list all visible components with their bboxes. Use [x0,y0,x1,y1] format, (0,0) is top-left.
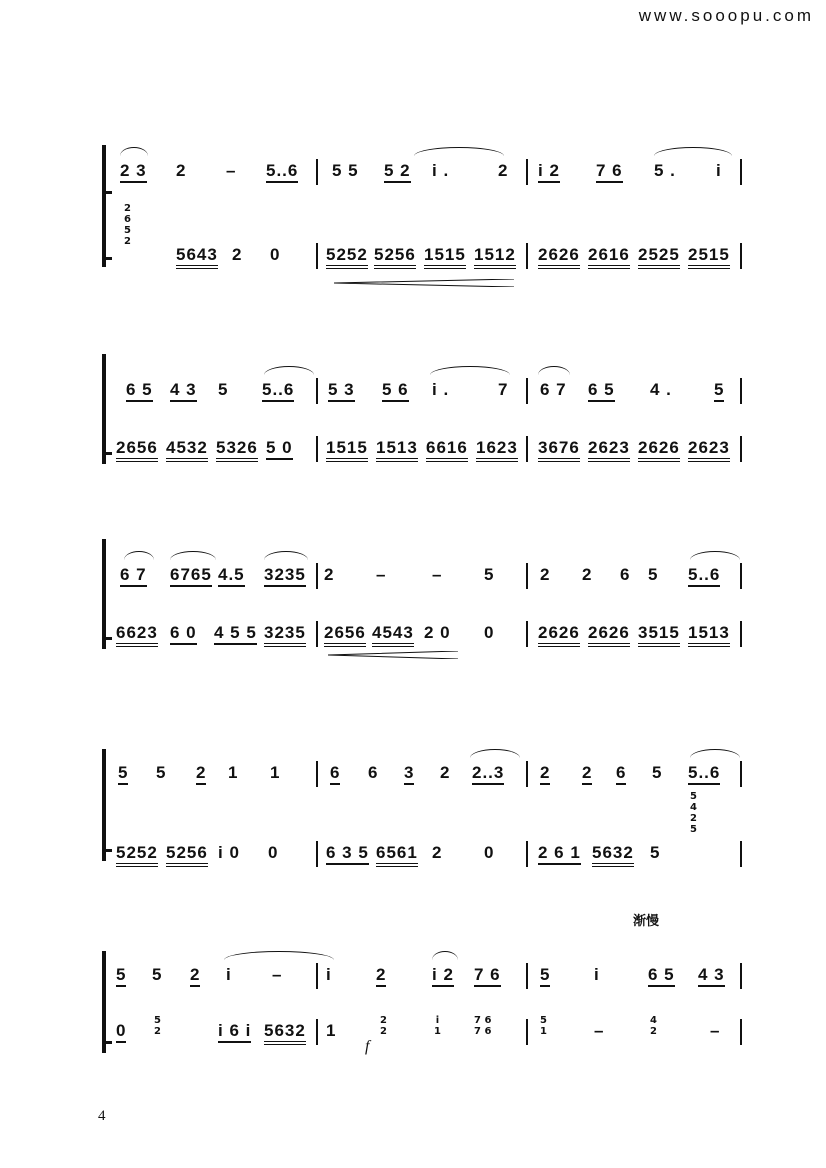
rest: 0 [116,1021,126,1043]
barline [526,159,528,185]
slur-mark [264,551,308,560]
barline [316,841,318,867]
note-group: 5643 [176,245,218,269]
barline [316,243,318,269]
note-group: 6561 [376,843,418,867]
slur-mark [690,551,740,560]
system-brace [102,951,106,1053]
barline [316,963,318,989]
note-group: 2 [582,763,592,785]
barline [740,841,742,867]
brace-cap-bottom [102,452,112,455]
dash: – [710,1021,721,1040]
note-group: 2626 [588,623,630,647]
note-group: 6616 [426,438,468,462]
note-group: 5252 [116,843,158,867]
rest: 0 [484,623,495,642]
note-group: 5 0 [266,438,293,460]
score-system-4 [100,735,745,875]
note-group: i [594,965,600,984]
barline [526,243,528,269]
chord-stack: 4 2 [650,1015,657,1037]
note-group: 2626 [538,245,580,269]
note-group: 2626 [638,438,680,462]
chord-stack: 7 6 7 6 [474,1015,492,1037]
slur-mark [414,147,504,156]
note-group: i 6 i [218,1021,251,1043]
barline [316,1019,318,1045]
barline [316,761,318,787]
note-group: i . [432,380,450,399]
upper-staff [114,159,745,185]
note-group: 2 [498,161,509,180]
note-group: i 2 [432,965,454,987]
note-group: 5 5 [332,161,359,180]
note-group: 6 [620,565,631,584]
note-group: 7 6 [474,965,501,987]
barline [740,963,742,989]
brace-cap-bottom [102,1041,112,1044]
site-watermark: www.sooopu.com [638,6,814,25]
dash: – [594,1021,605,1040]
note-group: i [326,965,332,984]
tempo-mark: 渐慢 [633,913,660,928]
slur-mark [690,749,740,758]
barline [526,378,528,404]
decrescendo-hairpin [334,279,514,287]
chord-stack: 5 2 [154,1015,161,1037]
upper-staff [114,963,745,989]
note-group: 5..6 [688,565,720,587]
page-number: 4 [98,1108,106,1124]
note-group: 2 [232,245,243,264]
brace-cap-bottom [102,257,112,260]
note-group: 5 [118,763,128,785]
note-group: 6 0 [170,623,197,645]
slur-mark [538,366,570,375]
slur-mark [470,749,520,758]
note-group: 5 [116,965,126,987]
note-group: 5 . [654,161,676,180]
score-system-1 [100,135,745,275]
note-group: 2525 [638,245,680,269]
dash: – [376,565,387,584]
note-group: 5..6 [262,380,294,402]
note-group: 2 [440,763,451,782]
note-group: 6 7 [540,380,567,399]
dash: – [272,965,283,984]
note-group: 6 [616,763,626,785]
note-group: 5256 [374,245,416,269]
note-group: 1515 [424,245,466,269]
note-group: 5..6 [266,161,298,183]
upper-staff [114,563,745,589]
note-group: 5 [648,565,659,584]
brace-cap-bottom [102,849,112,852]
note-group: 2 3 [120,161,147,183]
note-group: 5 3 [328,380,355,402]
note-group: 4 . [650,380,672,399]
slur-mark [654,147,732,156]
note-group: 3235 [264,623,306,647]
note-group: 2 [432,843,443,862]
note-group: 5 [152,965,163,984]
note-group: 5 [652,763,663,782]
note-group: 5 [218,380,229,399]
barline [526,621,528,647]
system-brace [102,749,106,861]
note-group: 3515 [638,623,680,647]
note-group: 1 [326,1021,337,1040]
note-group: 6 7 [120,565,147,587]
dash: – [226,161,237,180]
note-group: 6 [330,763,340,785]
note-group: 6 5 [588,380,615,402]
note-group: 2 6 1 [538,843,581,865]
note-group: 3 [404,763,414,785]
system-brace [102,354,106,464]
dash: – [432,565,443,584]
slur-mark [170,551,216,560]
note-group: 1512 [474,245,516,269]
lower-staff [114,436,745,462]
note-group: 2 [540,565,551,584]
note-group: 1 [228,763,239,782]
note-group: i 0 [218,843,240,862]
note-group: 5 6 [382,380,409,402]
slur-mark [432,951,458,960]
note-group: 5 [650,843,661,862]
lower-staff [114,243,745,269]
chord-stack: 5 1 [540,1015,547,1037]
score-system-3 [100,525,745,665]
barline [740,436,742,462]
note-group: i [226,965,232,984]
lower-staff [114,621,745,647]
barline [526,841,528,867]
rest: 0 [268,843,279,862]
note-group: 5 [484,565,495,584]
barline [316,563,318,589]
barline [740,621,742,647]
note-group: 6 5 [126,380,153,402]
note-group: 6 5 [648,965,675,987]
note-group: 2623 [588,438,630,462]
note-group: 5 [540,965,550,987]
note-group: 5 [156,763,167,782]
note-group: 2623 [688,438,730,462]
note-group: 2656 [116,438,158,462]
note-group: 4 3 [170,380,197,402]
barline [740,243,742,269]
barline [316,621,318,647]
note-group: 4 5 5 [214,623,257,645]
note-group: 6623 [116,623,158,647]
system-brace [102,145,106,267]
system-brace [102,539,106,649]
note-group: 1623 [476,438,518,462]
barline [740,761,742,787]
barline [526,761,528,787]
note-group: 2 [540,763,550,785]
note-group: 1513 [688,623,730,647]
note-group: 3235 [264,565,306,587]
score-system-5 [100,935,745,1075]
barline [526,436,528,462]
note-group: 7 [498,380,509,399]
lower-staff [114,841,745,867]
note-group: 2 [190,965,200,987]
barline [740,563,742,589]
brace-cap-bottom [102,637,112,640]
barline [316,436,318,462]
note-group: i [716,161,722,180]
note-group: 5256 [166,843,208,867]
note-group: 4532 [166,438,208,462]
note-group: 3676 [538,438,580,462]
note-group: 2 [582,565,593,584]
barline [526,1019,528,1045]
barline [316,378,318,404]
decrescendo-hairpin [328,651,458,659]
note-group: 5 2 [384,161,411,183]
chord-stack: 5 4 2 5 [690,791,697,835]
barline [526,963,528,989]
barline [740,159,742,185]
rest: 0 [484,843,495,862]
note-group: 2 [376,965,386,987]
note-group: 6 [368,763,379,782]
note-group: 7 6 [596,161,623,183]
note-group: 1513 [376,438,418,462]
note-group: 2 [324,565,335,584]
note-group: 2 [196,763,206,785]
note-group: i 2 [538,161,560,183]
note-group: 1515 [326,438,368,462]
note-group: 2616 [588,245,630,269]
note-group: 2626 [538,623,580,647]
slur-mark [430,366,510,375]
upper-staff [114,761,745,787]
barline [316,159,318,185]
dynamic-mark: f [365,1038,370,1055]
barline [740,1019,742,1045]
note-group: 2515 [688,245,730,269]
slur-mark [124,551,154,560]
note-group: 5632 [592,843,634,867]
chord-stack: 2 2 [380,1015,387,1037]
note-group: 5252 [326,245,368,269]
note-group: 1 [270,763,281,782]
note-group: 2 [176,161,187,180]
note-group: 2 0 [424,623,451,642]
note-group: 4543 [372,623,414,647]
slur-mark [264,366,314,375]
note-group: 5..6 [688,763,720,785]
brace-cap-top [102,191,112,194]
note-group: 2..3 [472,763,504,785]
note-group: 5 [714,380,724,402]
chord-stack: 2 6 5 2 [124,203,131,247]
note-group: 2656 [324,623,366,647]
note-group: 5632 [264,1021,306,1045]
slur-mark [224,951,334,960]
lower-staff [114,1015,745,1045]
score-system-2 [100,340,745,480]
upper-staff [114,378,745,404]
rest: 0 [270,245,281,264]
note-group: i . [432,161,450,180]
note-group: 6765 [170,565,212,587]
note-group: 5326 [216,438,258,462]
barline [526,563,528,589]
note-group: 6 3 5 [326,843,369,865]
note-group: 4 3 [698,965,725,987]
barline [740,378,742,404]
slur-mark [120,147,148,156]
chord-stack: i 1 [434,1015,441,1037]
note-group: 4.5 [218,565,245,587]
